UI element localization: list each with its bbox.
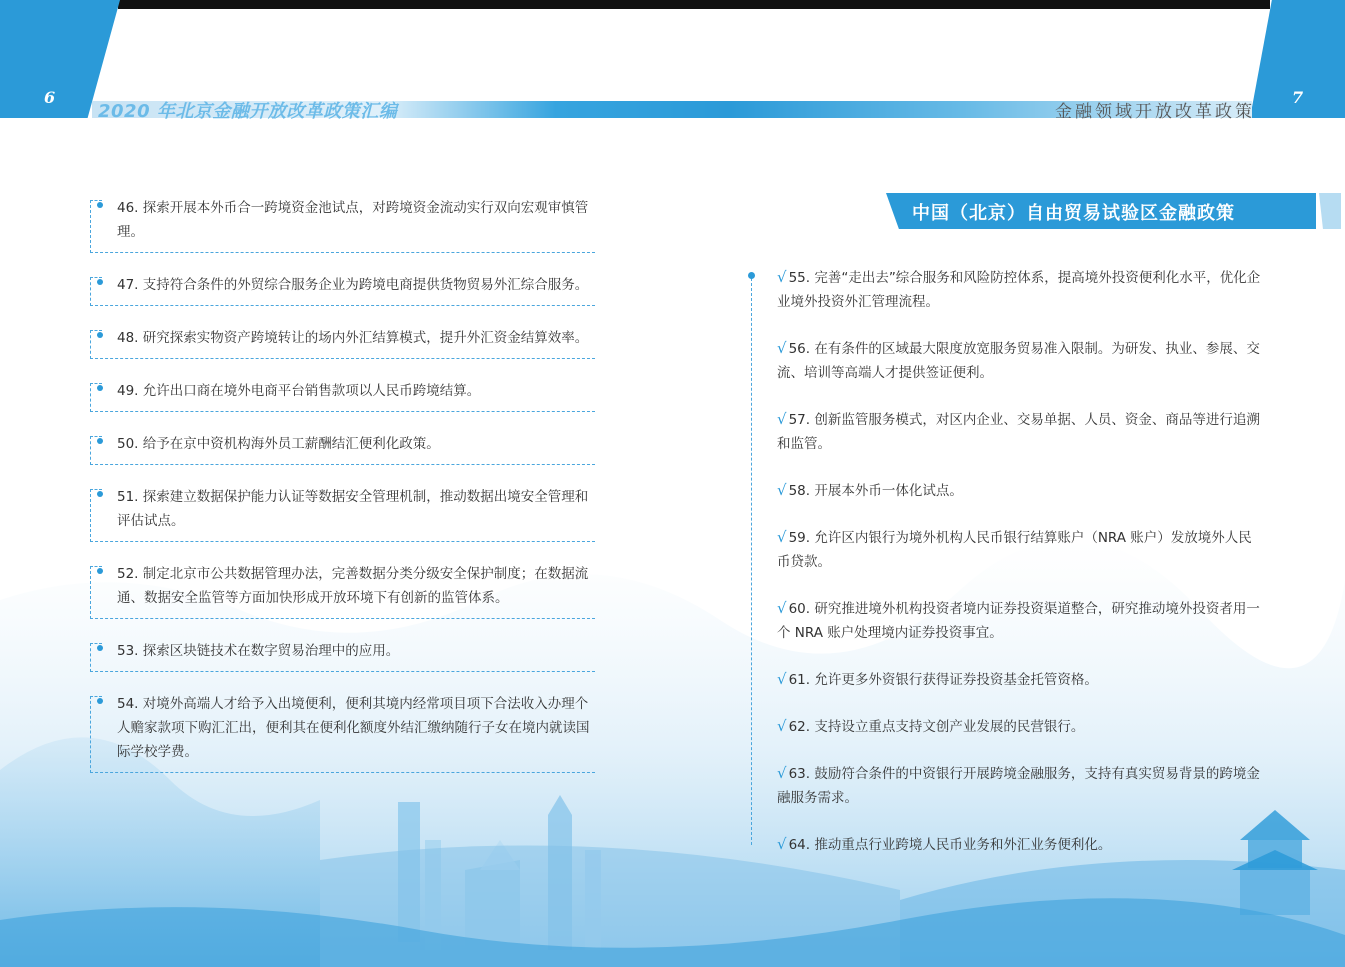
left-policy-text: 47. 支持符合条件的外贸综合服务企业为跨境电商提供货物贸易外汇综合服务。	[117, 277, 589, 293]
left-policy-text: 51. 探索建立数据保护能力认证等数据安全管理机制，推动数据出境安全管理和评估试点。	[117, 489, 589, 529]
right-policy-item	[777, 667, 1262, 692]
bullet-dot	[97, 438, 103, 444]
right-policy-text: 62. 支持设立重点支持文创产业发展的民营银行。	[788, 719, 1085, 735]
check-icon: √	[777, 670, 787, 688]
right-policy-text: 55. 完善“走出去”综合服务和风险防控体系，提高境外投资便利化水平，优化企业境外投资外汇管理流程。	[777, 270, 1261, 310]
check-icon: √	[777, 481, 787, 499]
left-page-number: 6	[44, 88, 56, 107]
bullet-dot	[97, 279, 103, 285]
left-policy-item	[90, 318, 595, 359]
book-title: 2020 年北京金融开放改革政策汇编	[98, 101, 398, 122]
right-policy-text: 56. 在有条件的区域最大限度放宽服务贸易准入限制。为研发、执业、参展、交流、培训等高端人才提供签证便利。	[777, 341, 1260, 381]
right-policy-item	[777, 596, 1262, 645]
left-policy-item	[90, 477, 595, 542]
right-policy-text: 63. 鼓励符合条件的中资银行开展跨境金融服务，支持有真实贸易背景的跨境金融服务需求。	[777, 766, 1260, 806]
bullet-dot	[97, 645, 103, 651]
check-icon: √	[777, 268, 787, 286]
left-policy-text: 53. 探索区块链技术在数字贸易治理中的应用。	[117, 643, 400, 659]
section-title: 金融领域开放改革政策	[1055, 102, 1255, 122]
right-policy-item	[777, 336, 1262, 385]
left-policy-item	[90, 631, 595, 672]
check-icon: √	[777, 835, 787, 853]
check-icon: √	[777, 528, 787, 546]
bullet-dot	[97, 202, 103, 208]
right-policy-text: 57. 创新监管服务模式，对区内企业、交易单据、人员、资金、商品等进行追溯和监管。	[777, 412, 1260, 452]
right-policy-item	[777, 761, 1262, 810]
bullet-dot	[97, 491, 103, 497]
check-icon: √	[777, 764, 787, 782]
right-policy-item	[777, 407, 1262, 456]
right-policy-item	[777, 832, 1262, 857]
section-banner	[886, 193, 1340, 229]
right-policy-text: 59. 允许区内银行为境外机构人民币银行结算账户（NRA 账户）发放境外人民币贷款。	[777, 530, 1252, 570]
bullet-dot	[97, 385, 103, 391]
left-policy-item	[90, 684, 595, 773]
bullet-dot	[97, 332, 103, 338]
right-policy-list	[777, 265, 1262, 879]
left-policy-text: 54. 对境外高端人才给予入出境便利，便利其境内经常项目项下合法收入办理个人赡家款项下购汇汇出，便利其在便利化额度外结汇缴纳随行子女在境内就读国际学校学费。	[117, 696, 590, 760]
right-policy-item	[777, 478, 1262, 503]
top-black-bar	[118, 0, 1270, 9]
right-policy-text: 64. 推动重点行业跨境人民币业务和外汇业务便利化。	[788, 837, 1112, 853]
right-bullet-dot	[748, 272, 755, 279]
right-dashed-line	[751, 278, 752, 845]
left-policy-text: 49. 允许出口商在境外电商平台销售款项以人民币跨境结算。	[117, 383, 481, 399]
bullet-dot	[97, 698, 103, 704]
left-policy-item	[90, 424, 595, 465]
left-policy-item	[90, 188, 595, 253]
banner-title: 中国（北京）自由贸易试验区金融政策	[912, 203, 1235, 224]
right-policy-item	[777, 525, 1262, 574]
right-page-number: 7	[1292, 88, 1304, 107]
right-policy-item	[777, 265, 1262, 314]
left-policy-text: 48. 研究探索实物资产跨境转让的场内外汇结算模式，提升外汇资金结算效率。	[117, 330, 589, 346]
right-policy-text: 61. 允许更多外资银行获得证券投资基金托管资格。	[788, 672, 1098, 688]
check-icon: √	[777, 599, 787, 617]
check-icon: √	[777, 410, 787, 428]
left-policy-item	[90, 554, 595, 619]
item-bracket	[90, 696, 102, 773]
left-policy-item	[90, 371, 595, 412]
left-policy-text: 52. 制定北京市公共数据管理办法，完善数据分类分级安全保护制度；在数据流通、数据安全监管等方面加快形成开放环境下有创新的监管体系。	[117, 566, 589, 606]
left-policy-text: 46. 探索开展本外币合一跨境资金池试点，对跨境资金流动实行双向宏观审慎管理。	[117, 200, 589, 240]
left-policy-list	[90, 188, 595, 785]
right-policy-text: 60. 研究推进境外机构投资者境内证券投资渠道整合，研究推动境外投资者用一个 NRA 账户处理境内证券投资事宜。	[777, 601, 1260, 641]
banner-tail	[1319, 193, 1341, 229]
check-icon: √	[777, 717, 787, 735]
bullet-dot	[97, 568, 103, 574]
right-policy-text: 58. 开展本外币一体化试点。	[788, 483, 963, 499]
left-policy-text: 50. 给予在京中资机构海外员工薪酬结汇便利化政策。	[117, 436, 440, 452]
check-icon: √	[777, 339, 787, 357]
right-policy-item	[777, 714, 1262, 739]
left-policy-item	[90, 265, 595, 306]
